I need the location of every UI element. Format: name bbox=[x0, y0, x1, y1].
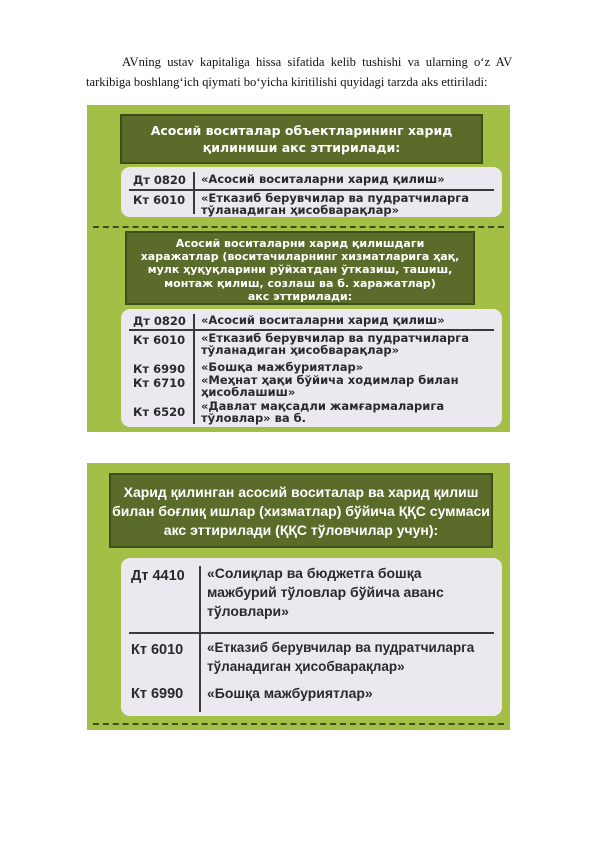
credit-code: Кт 6010 bbox=[133, 193, 186, 207]
entries-card-costs bbox=[121, 309, 502, 427]
credit-text-6990: «Бошқа мажбуриятлар» bbox=[201, 360, 364, 374]
credit-code-6010: Кт 6010 bbox=[133, 333, 186, 347]
debit-text: «Асосий воситаларни харид қилиш» bbox=[201, 172, 445, 186]
dashed-divider bbox=[93, 723, 504, 725]
credit-text-6710: «Меҳнат ҳақи бўйича ходимлар билан ҳисоблашиш» bbox=[201, 373, 459, 399]
credit-text-6990: «Бошқа мажбуриятлар» bbox=[207, 685, 373, 701]
banner-purchase-title: Асосий воситалар объектларининг харид қилиниши акс эттирилади: bbox=[120, 114, 483, 164]
banner-vat-title: Харид қилинган асосий воситалар ва харид қилиш билан боғлиқ ишлар (хизматлар) бўйича ҚҚС суммаси акс эттирилади (ҚҚС тўловчилар учун): bbox=[109, 473, 493, 548]
banner-purchase-costs: Асосий воситаларни харид қилишдаги харажатлар (воситачиларнинг хизматларига ҳақ, мулк ҳуқуқларини рўйхатдан ўтказиш, ташиш, монтаж қилиш, созлаш ва б. харажатлар) акс эттирилади: bbox=[125, 231, 475, 305]
credit-text-6010: «Етказиб берувчилар ва пудратчиларга тўланадиган ҳисобварақлар» bbox=[207, 640, 475, 674]
credit-text-6010: «Етказиб берувчилар ва пудратчиларга тўланадиган ҳисобварақлар» bbox=[201, 331, 470, 357]
credit-code-6520: Кт 6520 bbox=[133, 405, 186, 419]
intro-paragraph bbox=[86, 52, 512, 92]
intro-line-1: AVning ustav kapitaliga hissa sifatida kelib tushishi va ularning o‘z AV bbox=[122, 55, 512, 69]
debit-text: «Асосий воситаларни харид қилиш» bbox=[201, 313, 445, 327]
credit-code-6990: Кт 6990 bbox=[133, 362, 186, 376]
debit-code: Дт 0820 bbox=[133, 173, 186, 187]
fixed-asset-purchase-panel bbox=[87, 105, 510, 432]
credit-code-6990: Кт 6990 bbox=[131, 686, 184, 702]
debit-text: «Солиқлар ва бюджетга бошқа мажбурий тўловлар бўйича аванс тўловлари» bbox=[207, 565, 444, 619]
credit-code-6010: Кт 6010 bbox=[131, 642, 184, 658]
entries-card-vat bbox=[121, 558, 502, 716]
credit-text-6520: «Давлат мақсадли жамғармаларига тўловлар» ва б. bbox=[201, 399, 445, 425]
debit-code: Дт 4410 bbox=[131, 568, 185, 584]
vat-panel bbox=[87, 463, 510, 730]
credit-text: «Етказиб берувчилар ва пудратчиларга тўланадиган ҳисобварақлар» bbox=[201, 191, 470, 217]
intro-line-2: tarkibiga boshlang‘ich qiymati bo‘yicha kiritilishi quyidagi tarzda aks ettiriladi: bbox=[86, 75, 488, 89]
credit-code-6710: Кт 6710 bbox=[133, 376, 186, 390]
debit-code: Дт 0820 bbox=[133, 314, 186, 328]
entries-card-purchase bbox=[121, 167, 502, 217]
dashed-divider bbox=[93, 226, 504, 228]
